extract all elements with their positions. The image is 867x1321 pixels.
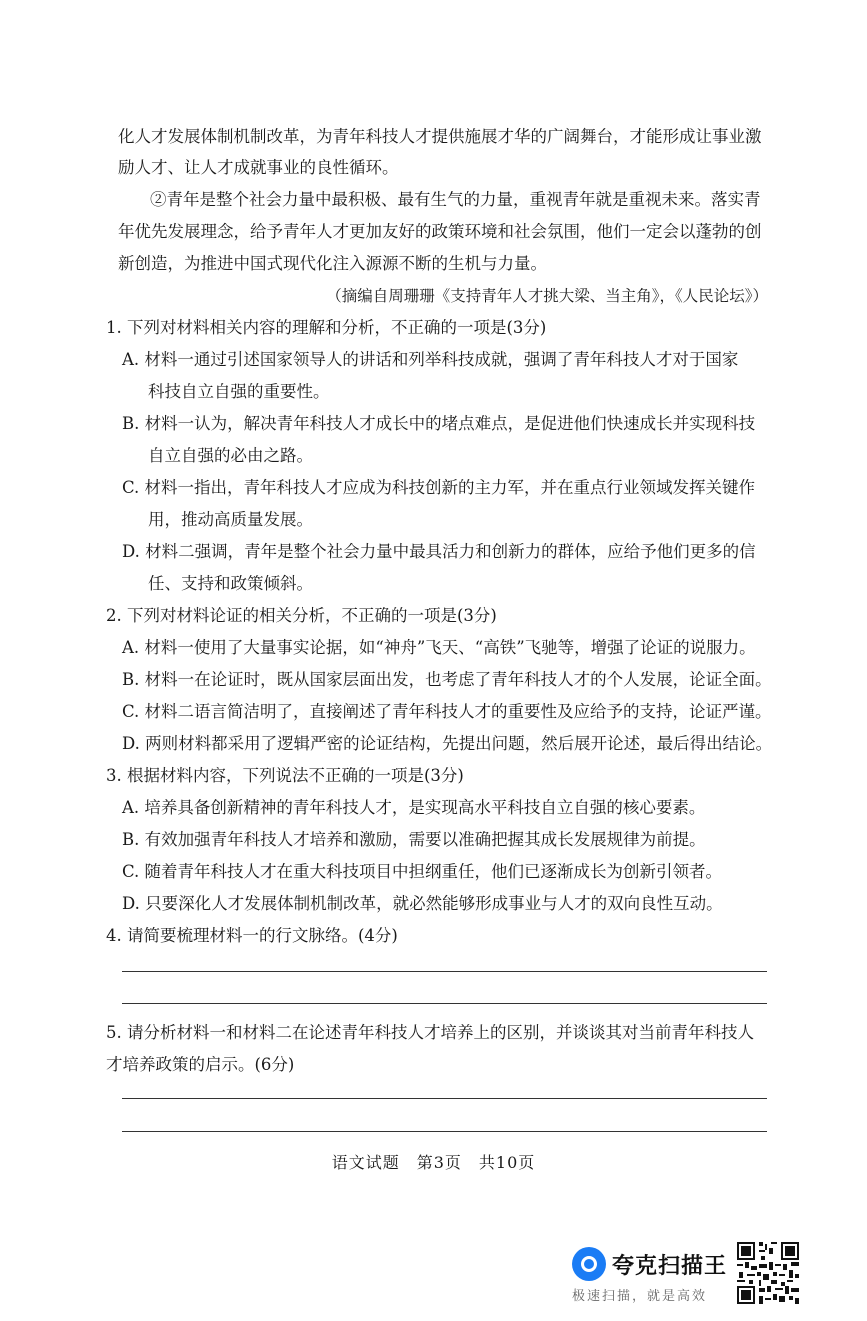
question-1-option-a: A. 材料一通过引述国家领导人的讲话和列举科技成就，强调了青年科技人才对于国家 xyxy=(122,350,739,369)
passage-line: 励人才、让人才成就事业的良性循环。 xyxy=(118,158,399,177)
passage-line: 年优先发展理念，给予青年人才更加友好的政策环境和社会氛围，他们一定会以蓬勃的创 xyxy=(118,222,762,241)
question-2-option-d: D. 两则材料都采用了逻辑严密的论证结构，先提出问题，然后展开论述，最后得出结论。 xyxy=(122,734,773,753)
question-1-option-c: C. 材料一指出，青年科技人才应成为科技创新的主力军，并在重点行业领域发挥关键作 xyxy=(122,478,756,497)
question-1-option-b-cont: 自立自强的必由之路。 xyxy=(148,446,313,465)
answer-line[interactable] xyxy=(122,971,767,972)
question-1-stem: 1. 下列对材料相关内容的理解和分析，不正确的一项是(3分) xyxy=(106,318,547,337)
quark-logo-icon xyxy=(572,1247,606,1281)
question-2-stem: 2. 下列对材料论证的相关分析，不正确的一项是(3分) xyxy=(106,606,497,625)
question-3-option-a: A. 培养具备创新精神的青年科技人才，是实现高水平科技自立自强的核心要素。 xyxy=(122,798,706,817)
question-3-stem: 3. 根据材料内容，下列说法不正确的一项是(3分) xyxy=(106,766,464,785)
answer-line[interactable] xyxy=(122,1131,767,1132)
answer-line[interactable] xyxy=(122,1003,767,1004)
answer-line[interactable] xyxy=(122,1098,767,1099)
question-2-option-b: B. 材料一在论证时，既从国家层面出发，也考虑了青年科技人才的个人发展，论证全面。 xyxy=(122,670,772,689)
question-4-stem: 4. 请简要梳理材料一的行文脉络。(4分) xyxy=(106,926,398,945)
question-5-stem-cont: 才培养政策的启示。(6分) xyxy=(106,1055,295,1074)
scanner-watermark xyxy=(572,1245,732,1305)
question-1-option-c-cont: 用，推动高质量发展。 xyxy=(148,510,313,529)
qr-code-icon xyxy=(735,1240,801,1306)
passage-line: 新创造，为推进中国式现代化注入源源不断的生机与力量。 xyxy=(118,254,547,273)
question-3-option-d: D. 只要深化人才发展体制机制改革，就必然能够形成事业与人才的双向良性互动。 xyxy=(122,894,723,913)
question-1-option-d-cont: 任、支持和政策倾斜。 xyxy=(148,574,313,593)
question-2-option-c: C. 材料二语言简洁明了，直接阐述了青年科技人才的重要性及应给予的支持，论证严谨。 xyxy=(122,702,772,721)
passage-line: 化人才发展体制机制改革，为青年科技人才提供施展才华的广阔舞台，才能形成让事业激 xyxy=(118,127,762,146)
question-1-option-d: D. 材料二强调，青年是整个社会力量中最具活力和创新力的群体，应给予他们更多的信 xyxy=(122,542,756,561)
question-1-option-b: B. 材料一认为，解决青年科技人才成长中的堵点难点，是促进他们快速成长并实现科技 xyxy=(122,414,756,433)
passage-source: （摘编自周珊珊《支持青年人才挑大梁、当主角》，《人民论坛》） xyxy=(326,287,768,305)
passage-line: ②青年是整个社会力量中最积极、最有生气的力量，重视青年就是重视未来。落实青 xyxy=(150,190,761,209)
question-1-option-a-cont: 科技自立自强的重要性。 xyxy=(148,382,330,401)
brand-name: 夸克扫描王 xyxy=(612,1254,728,1279)
brand-slogan: 极速扫描，就是高效 xyxy=(572,1289,708,1304)
question-3-option-b: B. 有效加强青年科技人才培养和激励，需要以准确把握其成长发展规律为前提。 xyxy=(122,830,706,849)
page-footer: 语文试题 第3页 共10页 xyxy=(331,1153,536,1172)
question-5-stem: 5. 请分析材料一和材料二在论述青年科技人才培养上的区别，并谈谈其对当前青年科技人 xyxy=(106,1023,754,1042)
question-3-option-c: C. 随着青年科技人才在重大科技项目中担纲重任，他们已逐渐成长为创新引领者。 xyxy=(122,862,723,881)
question-2-option-a: A. 材料一使用了大量事实论据，如“神舟”飞天、“高铁”飞驰等，增强了论证的说服力。 xyxy=(122,638,756,657)
